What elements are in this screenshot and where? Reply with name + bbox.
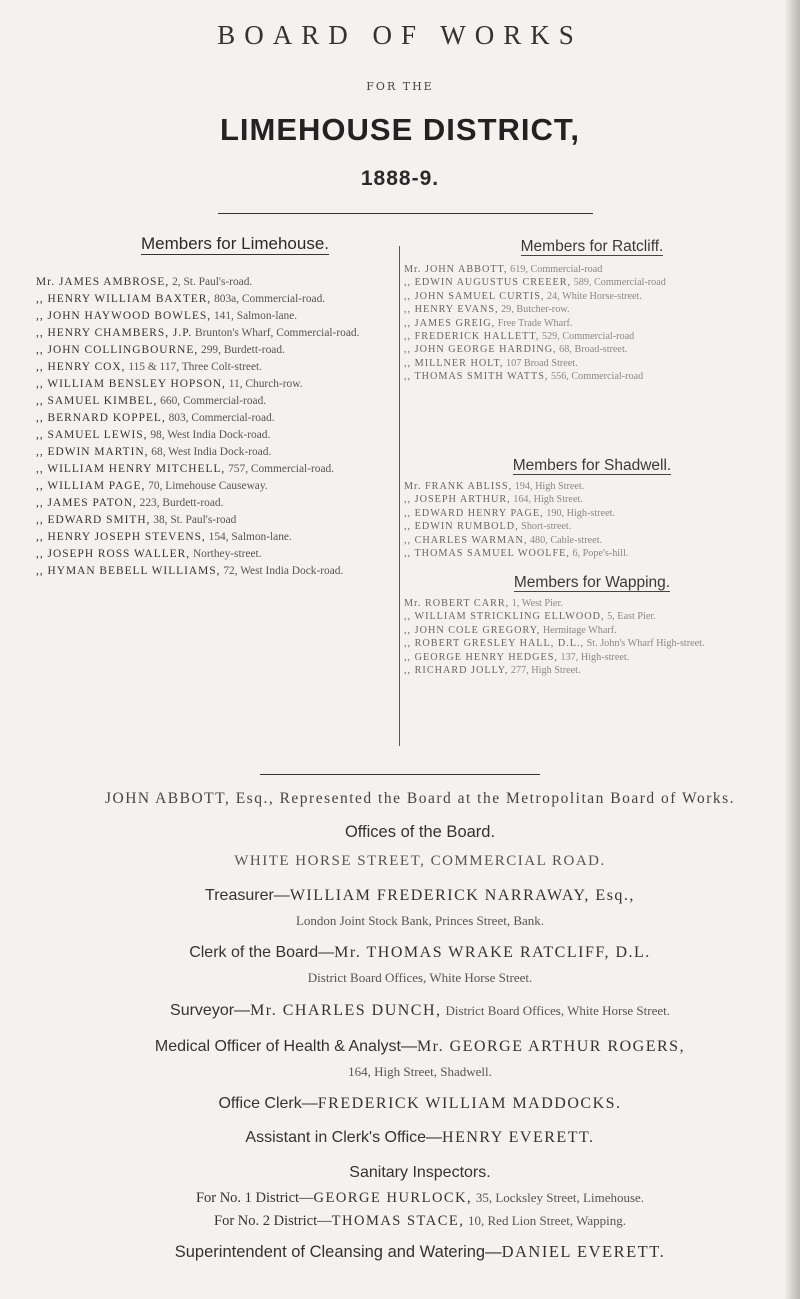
member-address: 141, Salmon-lane. <box>213 310 298 322</box>
ratcliff-member-item <box>404 264 780 276</box>
wapping-member-item <box>404 625 780 637</box>
member-name: ,, RICHARD JOLLY, <box>404 665 509 677</box>
limehouse-member-item <box>36 326 394 341</box>
member-address: Free Trade Wharf. <box>497 317 573 329</box>
limehouse-member-item <box>36 496 394 511</box>
wapping-members-list <box>404 598 780 678</box>
member-address: 29, Butcher-row. <box>501 304 570 316</box>
member-name: ,, MILLNER HOLT, <box>404 357 504 369</box>
member-address: 529, Commercial-road <box>541 331 635 343</box>
member-address: 277, High Street. <box>510 665 581 677</box>
member-name: ,, JOHN COLLINGBOURNE, <box>36 344 199 356</box>
sanitary-inspectors-title: Sanitary Inspectors. <box>349 1164 491 1181</box>
member-address: 154, Salmon-lane. <box>208 531 292 543</box>
middle-rule <box>260 774 540 775</box>
medical-officer-line: Medical Officer of Health & Analyst—Mr. GEORGE ARTHUR ROGERS, <box>154 1038 686 1055</box>
shadwell-member-item <box>404 535 780 547</box>
page-edge-shadow <box>784 0 800 1299</box>
district-2-inspector: For No. 2 District—THOMAS STACE, 10, Red Lion Street, Wapping. <box>214 1213 626 1229</box>
shadwell-member-item <box>404 508 780 520</box>
member-name: Mr. JOHN ABBOTT, <box>404 264 508 275</box>
offices-title: Offices of the Board. <box>344 823 496 841</box>
member-address: 5, East Pier. <box>607 611 656 623</box>
shadwell-member-item <box>404 494 780 506</box>
member-name: ,, ROBERT GRESLEY HALL, D.L., <box>404 638 585 650</box>
member-name: Mr. JAMES AMBROSE, <box>36 276 170 288</box>
limehouse-member-item <box>36 309 394 324</box>
member-address: St. John's Wharf High-street. <box>586 638 705 650</box>
limehouse-member-item <box>36 513 394 528</box>
member-name: ,, WILLIAM STRICKLING ELLWOOD, <box>404 611 605 623</box>
member-name: ,, EDWIN MARTIN, <box>36 446 149 458</box>
ratcliff-member-item <box>404 371 780 383</box>
member-address: 6, Pope's-hill. <box>572 548 629 560</box>
wapping-member-item <box>404 598 780 610</box>
clerk-line: Clerk of the Board—Mr. THOMAS WRAKE RATCLIFF, D.L. <box>189 944 651 961</box>
shadwell-member-item <box>404 548 780 560</box>
member-address: 2, St. Paul's-road. <box>172 276 253 288</box>
member-name: ,, WILLIAM PAGE, <box>36 480 146 492</box>
member-address: 107 Broad Street. <box>506 357 578 369</box>
member-name: ,, JOHN GEORGE HARDING, <box>404 344 557 356</box>
limehouse-member-item <box>36 275 394 290</box>
member-address: 480, Cable-street. <box>529 534 603 546</box>
member-name: Mr. FRANK ABLISS, <box>404 481 513 492</box>
member-address: 757, Commercial-road. <box>228 463 335 475</box>
limehouse-member-item <box>36 479 394 494</box>
member-address: 115 & 117, Three Colt-street. <box>128 361 263 373</box>
ratcliff-member-item <box>404 291 780 303</box>
member-address: 556, Commercial-road <box>551 371 644 383</box>
offices-address: WHITE HORSE STREET, COMMERCIAL ROAD. <box>234 853 606 869</box>
member-address: Hermitage Wharf. <box>542 624 617 636</box>
member-address: 660, Commercial-road. <box>160 395 267 407</box>
member-address: 619, Commercial-road <box>510 264 603 275</box>
member-name: ,, FREDERICK HALLETT, <box>404 331 540 343</box>
limehouse-member-item <box>36 564 394 579</box>
member-name: ,, JAMES PATON, <box>36 497 137 509</box>
shadwell-members-list <box>404 481 780 561</box>
member-name: ,, SAMUEL KIMBEL, <box>36 395 158 407</box>
member-name: ,, WILLIAM BENSLEY HOPSON, <box>36 378 226 390</box>
member-address: 68, Broad-street. <box>559 344 628 356</box>
surveyor-line: Surveyor—Mr. CHARLES DUNCH, District Board Offices, White Horse Street. <box>170 1002 670 1019</box>
member-name: ,, THOMAS SMITH WATTS, <box>404 371 549 383</box>
member-name: ,, THOMAS SAMUEL WOOLFE, <box>404 548 570 560</box>
wapping-member-item <box>404 611 780 623</box>
member-name: ,, JOSEPH ARTHUR, <box>404 494 511 506</box>
member-address: 11, Church-row. <box>228 378 303 390</box>
ratcliff-member-item <box>404 344 780 356</box>
year-label: 1888-9. <box>360 167 440 190</box>
member-name: ,, EDWIN RUMBOLD, <box>404 521 519 533</box>
treasurer-bank: London Joint Stock Bank, Princes Street, Bank. <box>295 913 545 928</box>
office-clerk-line: Office Clerk—FREDERICK WILLIAM MADDOCKS. <box>218 1095 622 1112</box>
limehouse-member-item <box>36 547 394 562</box>
member-address: 72, West India Dock-road. <box>223 565 344 577</box>
member-name: ,, HENRY CHAMBERS, J.P. <box>36 327 193 339</box>
column-divider <box>399 246 400 746</box>
shadwell-member-item <box>404 521 780 533</box>
top-rule <box>218 213 593 214</box>
ratcliff-member-item <box>404 304 780 316</box>
member-name: ,, HENRY EVANS, <box>404 304 499 316</box>
member-address: 299, Burdett-road. <box>201 344 285 356</box>
ratcliff-member-item <box>404 331 780 343</box>
member-address: 38, St. Paul's-road <box>153 514 237 526</box>
member-name: ,, JAMES GREIG, <box>404 317 496 329</box>
member-name: ,, EDWARD HENRY PAGE, <box>404 507 544 519</box>
member-name: ,, JOHN HAYWOOD BOWLES, <box>36 310 212 322</box>
member-address: 803, Commercial-road. <box>168 412 275 424</box>
wapping-member-item <box>404 665 780 677</box>
ratcliff-member-item <box>404 358 780 370</box>
board-title: BOARD OF WORKS <box>217 20 583 50</box>
member-name: ,, HYMAN BEBELL WILLIAMS, <box>36 565 221 577</box>
ratcliff-member-item <box>404 318 780 330</box>
limehouse-member-item <box>36 462 394 477</box>
wapping-member-item <box>404 638 780 650</box>
ratcliff-members-list <box>404 264 780 385</box>
member-name: ,, HENRY COX, <box>36 361 126 373</box>
member-address: 589, Commercial-road <box>573 277 666 289</box>
assistant-clerk-line: Assistant in Clerk's Office—HENRY EVERETT. <box>245 1129 595 1146</box>
member-address: 223, Burdett-road. <box>139 497 224 509</box>
medical-officer-address: 164, High Street, Shadwell. <box>348 1064 492 1079</box>
limehouse-member-item <box>36 360 394 375</box>
limehouse-member-item <box>36 530 394 545</box>
member-name: ,, JOHN COLE GREGORY, <box>404 624 541 636</box>
represented-note: JOHN ABBOTT, Esq., Represented the Board at the Metropolitan Board of Works. <box>104 790 736 807</box>
limehouse-member-item <box>36 377 394 392</box>
member-name: ,, BERNARD KOPPEL, <box>36 412 166 424</box>
shadwell-heading: Members for Shadwell. <box>512 457 672 474</box>
member-name: ,, JOHN SAMUEL CURTIS, <box>404 290 545 302</box>
superintendent-line: Superintendent of Cleansing and Watering—DANIEL EVERETT. <box>174 1242 666 1261</box>
clerk-address: District Board Offices, White Horse Street. <box>307 970 533 985</box>
ratcliff-heading: Members for Ratcliff. <box>520 238 664 255</box>
member-address: 137, High-street. <box>560 651 630 663</box>
member-address: 803a, Commercial-road. <box>214 293 326 305</box>
member-address: 24, White Horse-street. <box>547 290 642 302</box>
member-address: 194, High Street. <box>514 481 585 492</box>
member-address: 190, High-street. <box>546 507 615 519</box>
wapping-heading: Members for Wapping. <box>513 574 671 591</box>
member-name: ,, HENRY WILLIAM BAXTER, <box>36 293 212 305</box>
member-address: Brunton's Wharf, Commercial-road. <box>195 327 360 339</box>
member-name: ,, GEORGE HENRY HEDGES, <box>404 651 558 663</box>
member-name: ,, CHARLES WARMAN, <box>404 534 528 546</box>
limehouse-member-item <box>36 428 394 443</box>
member-name: Mr. ROBERT CARR, <box>404 598 510 609</box>
district-1-inspector: For No. 1 District—GEORGE HURLOCK, 35, Locksley Street, Limehouse. <box>195 1190 645 1206</box>
limehouse-member-item <box>36 445 394 460</box>
ratcliff-member-item <box>404 277 780 289</box>
limehouse-heading: Members for Limehouse. <box>140 234 330 253</box>
limehouse-members-list <box>36 275 394 581</box>
limehouse-member-item <box>36 292 394 307</box>
member-name: ,, HENRY JOSEPH STEVENS, <box>36 531 206 543</box>
for-the-label: FOR THE <box>366 80 434 93</box>
treasurer-line: Treasurer—WILLIAM FREDERICK NARRAWAY, Esq., <box>205 887 635 904</box>
member-name: ,, EDWARD SMITH, <box>36 514 151 526</box>
shadwell-member-item <box>404 481 780 493</box>
limehouse-member-item <box>36 411 394 426</box>
member-address: 98, West India Dock-road. <box>150 429 271 441</box>
limehouse-member-item <box>36 343 394 358</box>
member-address: 1, West Pier. <box>511 598 563 609</box>
limehouse-member-item <box>36 394 394 409</box>
member-address: 68, West India Dock-road. <box>151 446 272 458</box>
member-address: Northey-street. <box>192 548 262 560</box>
wapping-member-item <box>404 652 780 664</box>
member-address: 70, Limehouse Causeway. <box>148 480 268 492</box>
member-address: 164, High Street. <box>513 494 583 506</box>
member-name: ,, JOSEPH ROSS WALLER, <box>36 548 191 560</box>
member-name: ,, EDWIN AUGUSTUS CREEER, <box>404 277 572 289</box>
member-address: Short-street. <box>521 521 572 533</box>
member-name: ,, SAMUEL LEWIS, <box>36 429 148 441</box>
district-title: LIMEHOUSE DISTRICT, <box>219 112 580 147</box>
member-name: ,, WILLIAM HENRY MITCHELL, <box>36 463 226 475</box>
